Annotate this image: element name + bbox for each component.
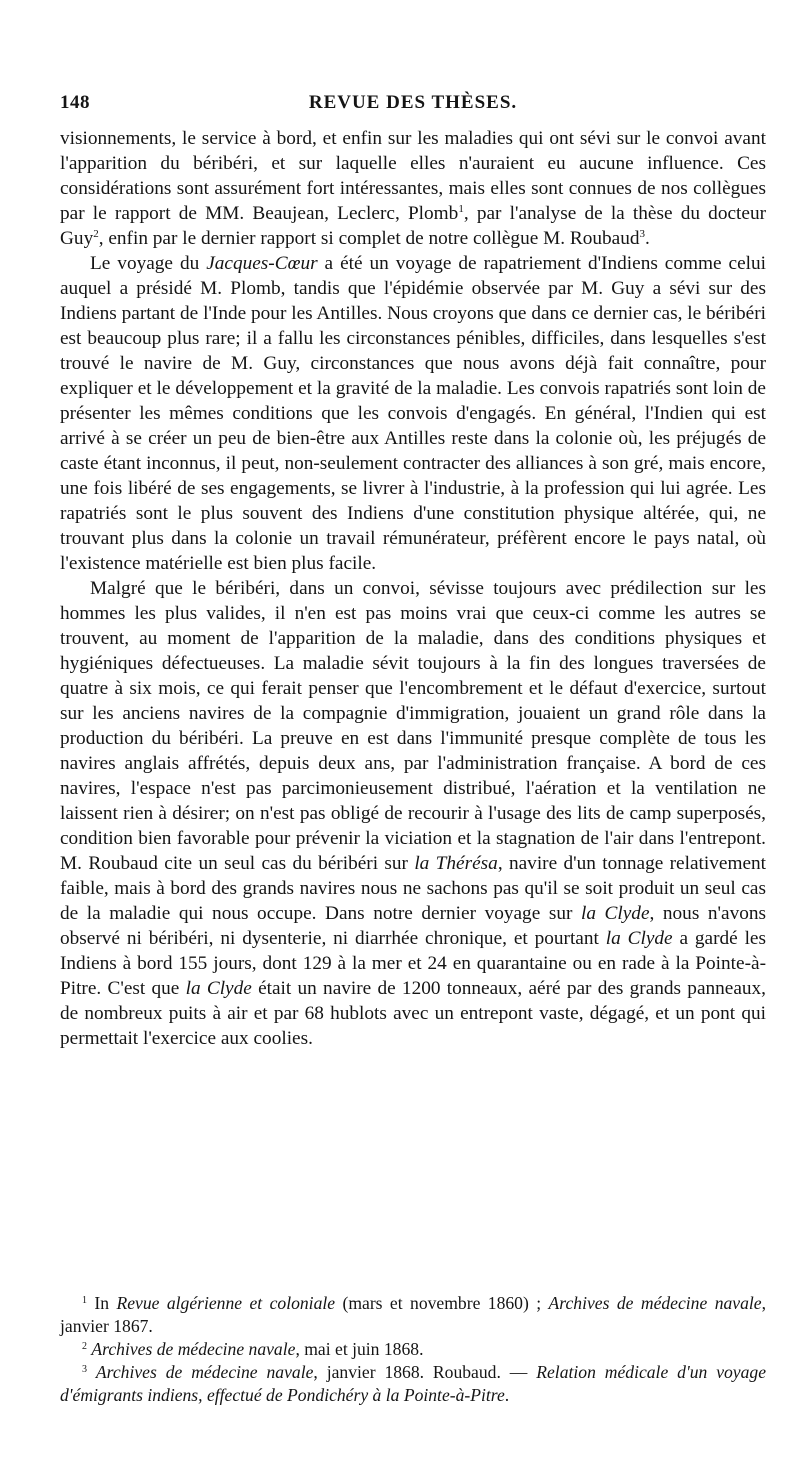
paragraph-text: a été un voyage de rapatriement d'Indiens comme celui auquel a présidé M. Plomb, tandis que l'épidémie observée par M. Guy a sévi sur des Indiens partant de l'Inde pour les Antilles. Nous croyons que dans ce dernier cas, le béribéri est beaucoup plus rare; il a fallu les circonstances pénibles, difficiles, dans lesquelles s'est trouvé le navire de M. Guy, circonstances que nous avons déjà fait connaître, pour expliquer et le développement et la gravité de la maladie. Les convois rapatriés sont loin de présenter les mêmes conditions que les convois d'engagés. En général, l'Indien qui est arrivé à se créer un peu de bien-être aux Antilles reste dans la colonie où, les préjugés de caste étant inconnus, il peut, non-seulement contracter des alliances à son gré, mais encore, une fois libéré de ses engagements, se livrer à l'industrie, à la profession qui lui agrée. Les rapatriés sont le plus souvent des Indiens d'une constitution physique altérée, qui, ne trouvant plus dans la colonie un travail rémunérateur, préfèrent encore le pays natal, où l'existence matérielle est bien plus facile.: [60, 253, 766, 574]
footnote-text: [87, 1362, 96, 1382]
footnote-text: , mai et juin 1868.: [295, 1339, 424, 1359]
body-text: [60, 126, 766, 1051]
paragraph: [60, 251, 766, 576]
footnote-text: In: [87, 1293, 117, 1313]
paragraph-text: , par l'analyse de la thèse du docteur Guy: [60, 203, 766, 249]
ship-name: la Clyde: [185, 978, 252, 999]
ship-name: la Thérésa: [414, 853, 498, 874]
footnote-text: (mars et novembre 1860) ;: [335, 1293, 549, 1313]
ship-name: la Clyde: [580, 903, 650, 924]
paragraph-text: Le voyage du: [90, 253, 207, 274]
footnote-ref[interactable]: 3: [639, 228, 645, 240]
ship-name: Jacques-Cœur: [206, 253, 318, 274]
footnote-text: , janvier 1867.: [60, 1293, 766, 1336]
paragraph-text: a gardé les Indiens à bord 155 jours, dont 129 à la mer et 24 en quarantaine ou en rade à la Pointe-à-Pitre. C'est que: [60, 928, 766, 999]
footnote-text: , janvier 1868. Roubaud. —: [313, 1362, 537, 1382]
paragraph-text: visionnements, le service à bord, et enfin sur les maladies qui ont sévi sur le convoi avant l'apparition du béribéri, et sur laquelle elles n'auraient eu aucune influence. Ces considérations sont assurément fort intéressantes, mais elles sont connues de nos collègues par le rapport de MM. Beaujean, Leclerc, Plomb: [60, 128, 766, 224]
citation-title: Archives de médecine navale: [95, 1362, 314, 1382]
paragraph-text: , navire d'un tonnage relativement faible, mais à bord des grands navires nous ne sachons pas qu'il se soit produit un seul cas de la maladie qui nous occupe. Dans notre dernier voyage sur: [60, 853, 766, 924]
footnote-marker: 3: [82, 1364, 87, 1375]
paragraph-text: , nous n'avons observé ni béribéri, ni dysenterie, ni diarrhée chronique, et pourtant: [60, 903, 766, 949]
paragraph-text: , enfin par le dernier rapport si complet de notre collègue M. Roubaud: [98, 228, 640, 249]
citation-title: Revue algérienne et coloniale: [116, 1293, 336, 1313]
footnote-marker: 2: [82, 1341, 87, 1352]
paragraph-text: était un navire de 1200 tonneaux, aéré par des grands panneaux, de nombreux puits à air et par 68 hublots avec un entrepont vaste, dégagé, et un pont qui permettait l'exercice aux coolies.: [60, 978, 767, 1049]
footnote-marker: 1: [82, 1295, 87, 1306]
footnote: [60, 1338, 766, 1361]
citation-title: Relation médicale d'un voyage d'émigrants indiens, effectué de Pondichéry à la Pointe-à-Pitre: [60, 1362, 767, 1405]
running-title: REVUE DES THÈSES.: [308, 92, 518, 113]
footnote-text: .: [504, 1385, 510, 1405]
footnote-ref[interactable]: 2: [93, 228, 99, 240]
paragraph-text: Malgré que le béribéri, dans un convoi, sévisse toujours avec prédilection sur les hommes les plus valides, il n'en est pas moins vrai que ceux-ci comme les autres se trouvent, au moment de l'apparition de la maladie, dans des conditions physiques et hygiéniques défectueuses. La maladie sévit toujours à la fin des longues traversées de quatre à six mois, ce qui ferait penser que l'encombrement et le défaut d'exercice, surtout sur les anciens navires de la compagnie d'immigration, jouaient un grand rôle dans la production du béribéri. La preuve en est dans l'immunité presque complète de tous les navires anglais affrétés, depuis deux ans, par l'administration française. A bord de ces navires, l'espace n'est pas parcimonieusement distribué, l'aération et la ventilation ne laissent rien à désirer; on n'est pas obligé de recourir à l'usage des lits de camp superposés, condition bien favorable pour prévenir la viciation et la stagnation de l'air dans l'entrepont. M. Roubaud cite un seul cas du béribéri sur: [60, 578, 766, 874]
citation-title: Archives de médecine navale: [91, 1339, 296, 1359]
paragraph: [60, 576, 766, 1051]
footnote-ref[interactable]: 1: [458, 203, 464, 215]
ship-name: la Clyde: [605, 928, 673, 949]
paragraph: [60, 126, 766, 251]
footnotes: [60, 1292, 766, 1407]
page-number: 148: [60, 92, 90, 113]
footnote: [60, 1292, 766, 1338]
citation-title: Archives de médecine navale: [548, 1293, 762, 1313]
footnote: [60, 1361, 766, 1407]
paragraph-text: .: [645, 228, 650, 249]
page-header: [60, 92, 766, 122]
